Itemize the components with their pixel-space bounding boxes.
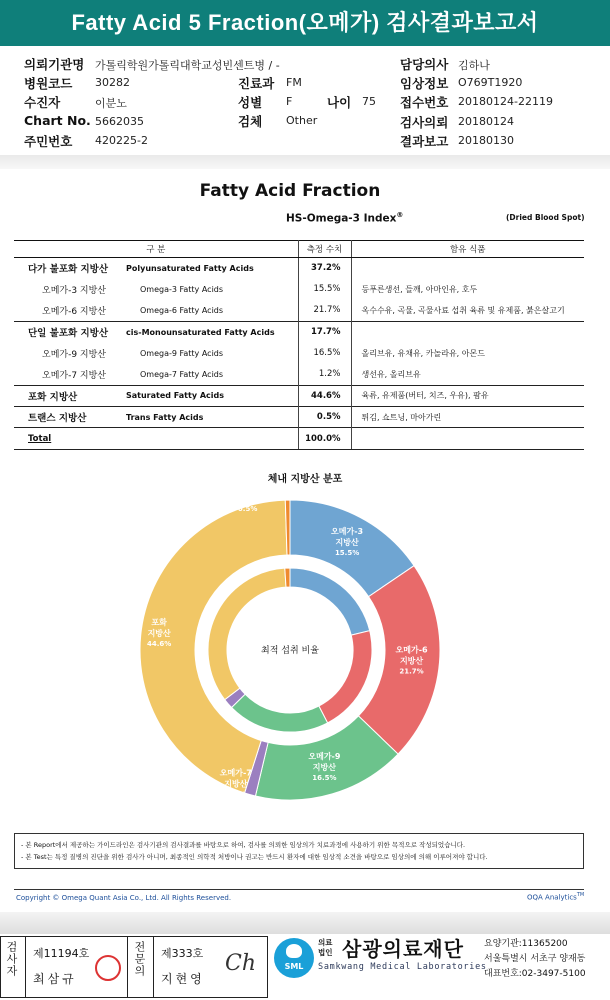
row-english-label: cis-Monounsaturated Fatty Acids bbox=[126, 321, 298, 342]
table-row bbox=[14, 258, 584, 279]
oqa-text: OQA Analytics bbox=[527, 893, 577, 902]
specimen-note: (Dried Blood Spot) bbox=[506, 213, 585, 222]
row-value: 1.2% bbox=[298, 364, 351, 385]
table-header-row bbox=[14, 241, 584, 258]
org-institution-code: 요양기관:11365200 bbox=[484, 939, 568, 949]
total-value: 100.0% bbox=[298, 428, 351, 449]
result-value: 20180130 bbox=[458, 134, 514, 147]
slice-label-suffix-4: 지방산 bbox=[147, 629, 171, 639]
sign-divider bbox=[127, 937, 128, 997]
separator-band bbox=[0, 155, 610, 169]
table-body bbox=[14, 258, 584, 450]
row-value: 0.5% bbox=[298, 407, 351, 428]
row-value: 17.7% bbox=[298, 321, 351, 342]
row-value: 16.5% bbox=[298, 343, 351, 364]
org-type-label: 의료법인 bbox=[318, 938, 333, 957]
total-empty bbox=[126, 428, 298, 449]
slice-label-3: 오메가-7 bbox=[219, 768, 252, 778]
total-label bbox=[14, 428, 126, 449]
row-korean-label: 오메가-3 지방산 bbox=[42, 285, 106, 296]
sex-value: F bbox=[286, 95, 293, 108]
chart-no-label: Chart No. bbox=[24, 113, 91, 128]
table-row bbox=[14, 343, 584, 364]
slice-label-1: 오메가-6 bbox=[395, 645, 428, 655]
oqa-analytics-text bbox=[527, 892, 584, 901]
notice-box bbox=[14, 833, 584, 869]
row-food-sources: 생선유, 올리브유 bbox=[361, 369, 421, 379]
slice-percent-3: 1.2% bbox=[226, 790, 246, 799]
slice-label-suffix-0: 지방산 bbox=[335, 538, 359, 548]
row-food-sources: 옥수수유, 곡물, 곡물사료 섭취 육류 및 유제품, 붉은살고기 bbox=[361, 305, 565, 315]
report-title: Fatty Acid 5 Fraction(오메가) 검사결과보고서 bbox=[0, 0, 610, 46]
approver-license-no: 제333호 bbox=[161, 947, 204, 960]
request-value: 20180124 bbox=[458, 115, 514, 128]
row-english-label: Omega-6 Fatty Acids bbox=[126, 300, 298, 321]
org-contact bbox=[484, 937, 610, 982]
slice-label-suffix-3: 지방산 bbox=[224, 779, 248, 789]
row-value: 15.5% bbox=[298, 279, 351, 300]
row-food-sources: 등푸른생선, 들깨, 아마인유, 호두 bbox=[361, 284, 478, 294]
chart-no-value: 5662035 bbox=[95, 115, 144, 128]
approver-vertical-label: 전문의 bbox=[133, 941, 146, 977]
row-food-sources: 올리브유, 유채유, 카놀라유, 아몬드 bbox=[361, 348, 485, 358]
bottom-band bbox=[0, 912, 610, 934]
slice-label-2: 오메가-9 bbox=[308, 752, 341, 762]
slice-label-0: 오메가-3 bbox=[331, 527, 364, 537]
clinical-value: O769T1920 bbox=[458, 76, 523, 89]
approver-name: 지현영 bbox=[161, 972, 205, 986]
slice-label-4: 포화 bbox=[151, 618, 167, 628]
table-row bbox=[14, 364, 584, 385]
oqa-trademark: TM bbox=[576, 892, 585, 898]
table-row bbox=[14, 279, 584, 300]
row-value: 44.6% bbox=[298, 385, 351, 406]
slice-label-5: 트랜스 bbox=[236, 483, 260, 493]
row-korean-label: 오메가-9 지방산 bbox=[42, 349, 106, 360]
row-value: 21.7% bbox=[298, 300, 351, 321]
clinical-label: 임상정보 bbox=[400, 76, 449, 91]
tester-license-no: 제11194호 bbox=[33, 947, 90, 960]
slice-percent-1: 21.7% bbox=[399, 667, 424, 676]
examinee-value: 이분노 bbox=[95, 97, 127, 110]
row-korean-label: 단일 불포화 지방산 bbox=[14, 321, 126, 342]
org-name: 삼광의료재단 bbox=[342, 937, 464, 961]
row-korean-label: 오메가-7 지방산 bbox=[42, 370, 106, 381]
table-row bbox=[14, 300, 584, 321]
slice-percent-4: 44.6% bbox=[147, 640, 172, 649]
copyright-text: Copyright © Omega Quant Asia Co., Ltd. All Rights Reserved. bbox=[16, 894, 232, 902]
slice-label-suffix-1: 지방산 bbox=[399, 656, 424, 666]
slice-percent-0: 15.5% bbox=[334, 549, 360, 558]
header-value: 측정 수치 bbox=[298, 241, 351, 258]
notice-line-1: - 본 Report에서 제공하는 가이드라인은 검사기관의 검사결과를 바탕으로 하여, 검사를 의뢰한 임상의가 치료과정에 사용하기 위한 목적으로 작성되었습니다. bbox=[21, 841, 466, 849]
table-row bbox=[14, 407, 584, 428]
tester-seal bbox=[95, 955, 121, 981]
row-english-label: Omega-3 Fatty Acids bbox=[126, 279, 298, 300]
org-address: 서울특별시 서초구 양재동 bbox=[484, 954, 586, 964]
row-food-sources: 육류, 유제품(버터, 치즈, 우유), 팜유 bbox=[351, 385, 584, 406]
row-korean-label: 오메가-6 지방산 bbox=[42, 306, 106, 317]
reception-label: 접수번호 bbox=[400, 95, 449, 110]
fatty-acid-table bbox=[14, 240, 584, 450]
row-korean-label: 트랜스 지방산 bbox=[14, 407, 126, 428]
hospital-code-value: 30282 bbox=[95, 76, 130, 89]
dept-value: FM bbox=[286, 76, 302, 89]
notice-line-2: - 본 Test는 특정 질병의 진단을 위한 검사가 아니며, 최종적인 의학적 처방이나 권고는 반드시 환자에 대한 임상적 소견을 바탕으로 임상의에 의해 이루어져야 합니다. bbox=[21, 853, 488, 861]
row-english-label: Polyunsaturated Fatty Acids bbox=[126, 258, 298, 279]
specimen-value: Other bbox=[286, 114, 318, 127]
table-row bbox=[14, 385, 584, 406]
fatty-acid-donut-chart bbox=[0, 480, 610, 825]
row-food-sources bbox=[351, 258, 584, 279]
total-empty bbox=[351, 428, 584, 449]
hospital-code-label: 병원코드 bbox=[24, 76, 73, 91]
header-category: 구 분 bbox=[14, 241, 298, 258]
row-english-label: Saturated Fatty Acids bbox=[126, 385, 298, 406]
approver-signature: Ch bbox=[225, 951, 257, 976]
table-total-row bbox=[14, 428, 584, 449]
rrn-value: 420225-2 bbox=[95, 134, 148, 147]
registered-mark: ® bbox=[396, 211, 404, 219]
row-food-sources bbox=[351, 321, 584, 342]
sign-divider bbox=[25, 937, 26, 997]
sex-label: 성별 bbox=[238, 95, 263, 110]
row-english-label: Trans Fatty Acids bbox=[126, 407, 298, 428]
examinee-label: 수진자 bbox=[24, 95, 61, 110]
rrn-label: 주민번호 bbox=[24, 134, 73, 149]
slice-label-suffix-5: 지방산 bbox=[236, 494, 260, 504]
result-label: 결과보고 bbox=[400, 134, 449, 149]
reception-value: 20180124-22119 bbox=[458, 95, 553, 108]
hs-omega-index-text: HS-Omega-3 Index bbox=[286, 212, 397, 225]
slice-percent-5: 0.5% bbox=[237, 505, 258, 514]
sign-divider bbox=[153, 937, 154, 997]
chart-title: 체내 지방산 분포 bbox=[267, 474, 343, 485]
tester-vertical-label: 검사자 bbox=[5, 941, 18, 977]
footer-divider bbox=[14, 889, 584, 890]
table-row bbox=[14, 321, 584, 342]
sml-logo bbox=[274, 938, 314, 978]
total-label-text: Total bbox=[28, 433, 52, 444]
header-food: 함유 식품 bbox=[351, 241, 584, 258]
row-food-sources: 튀김, 쇼트닝, 마아가린 bbox=[351, 407, 584, 428]
doctor-value: 김하나 bbox=[458, 59, 490, 72]
doctor-label: 담당의사 bbox=[400, 57, 449, 72]
row-korean-label: 다가 불포화 지방산 bbox=[14, 258, 126, 279]
age-value: 75 bbox=[362, 95, 376, 108]
signature-box bbox=[0, 936, 268, 998]
inst-label: 의뢰기관명 bbox=[24, 57, 85, 72]
hs-omega-index-label bbox=[286, 211, 403, 225]
age-label: 나이 bbox=[327, 95, 352, 110]
row-korean-label: 포화 지방산 bbox=[14, 385, 126, 406]
tester-name: 최삼규 bbox=[33, 972, 77, 986]
slice-label-suffix-2: 지방산 bbox=[312, 763, 336, 773]
dept-label: 진료과 bbox=[238, 76, 275, 91]
org-phone: 대표번호:02-3497-5100 bbox=[484, 969, 586, 979]
row-english-label: Omega-7 Fatty Acids bbox=[126, 364, 298, 385]
row-value: 37.2% bbox=[298, 258, 351, 279]
donut-center-label: 최적 섭취 비율 bbox=[261, 646, 319, 656]
specimen-label: 검체 bbox=[238, 114, 263, 129]
inner-slice-5 bbox=[285, 568, 290, 587]
patient-info bbox=[0, 52, 610, 152]
org-english-name: Samkwang Medical Laboratories bbox=[318, 962, 487, 972]
slice-percent-2: 16.5% bbox=[312, 774, 337, 783]
row-english-label: Omega-9 Fatty Acids bbox=[126, 343, 298, 364]
sml-logo-text: SML bbox=[284, 962, 304, 971]
inst-value: 가톨릭학원가톨릭대학교성빈센트병 / - bbox=[95, 59, 280, 72]
section-title: Fatty Acid Fraction bbox=[199, 181, 381, 201]
request-label: 검사의뢰 bbox=[400, 115, 449, 130]
